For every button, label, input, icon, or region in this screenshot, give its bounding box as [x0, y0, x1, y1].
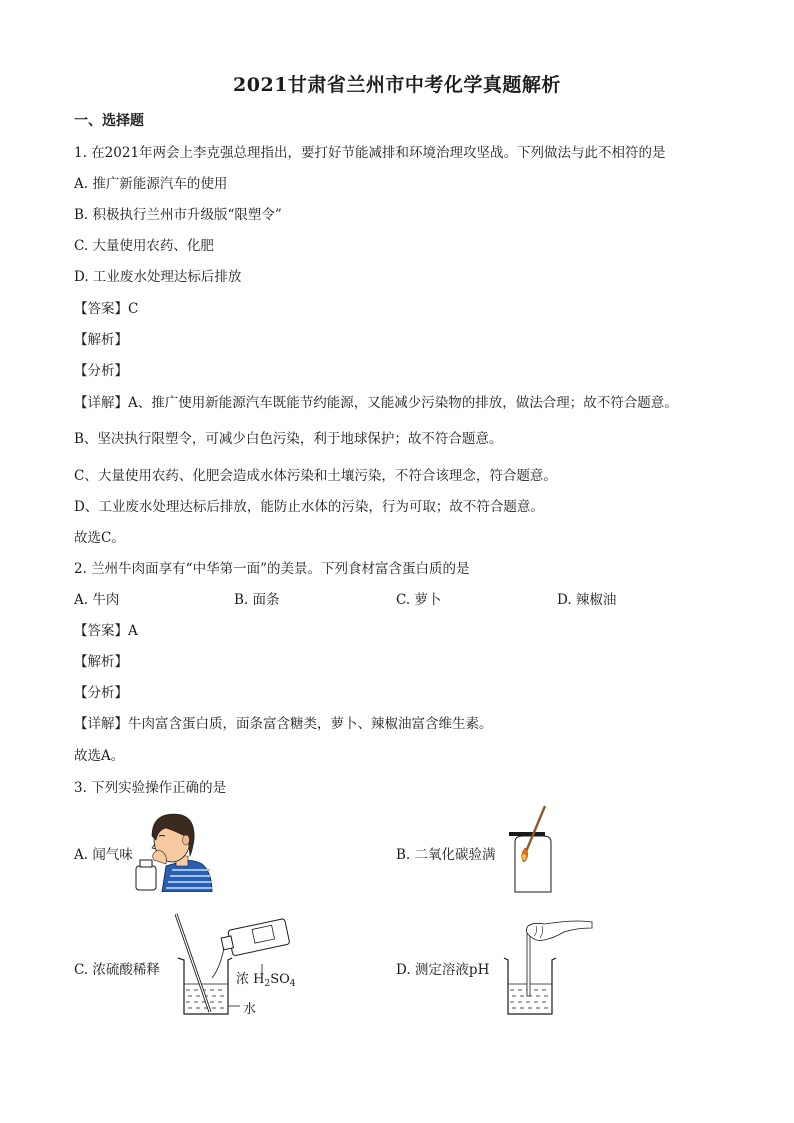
q2-answer: 【答案】A — [74, 623, 138, 639]
q2-option-b: B. 面条 — [234, 592, 280, 608]
co2-test-figure — [505, 804, 559, 896]
q1-stem: 1. 在2021年两会上李克强总理指出，要打好节能减排和环境治理攻坚战。下列做法与此不相符的是 — [74, 145, 666, 161]
q2-jiexi: 【解析】 — [74, 654, 128, 670]
q3-option-c-label: C. 浓硫酸稀释 — [74, 962, 160, 978]
q1-option-b: B. 积极执行兰州市升级版“限塑令” — [74, 207, 282, 223]
q3-option-d-label: D. 测定溶液pH — [396, 962, 490, 978]
q1-detail-b: B、坚决执行限塑令，可减少白色污染，利于地球保护；故不符合题意。 — [74, 431, 503, 447]
q2-option-d: D. 辣椒油 — [557, 592, 617, 608]
q1-detail-c: C、大量使用农药、化肥会造成水体污染和土壤污染，不符合该理念，符合题意。 — [74, 468, 557, 484]
q3-stem: 3. 下列实验操作正确的是 — [74, 780, 227, 796]
q3-option-b-label: B. 二氧化碳验满 — [396, 847, 496, 863]
water-label: 水 — [243, 1002, 257, 1017]
q1-detail-d: D、工业废水处理达标后排放，能防止水体的污染，行为可取；故不符合题意。 — [74, 499, 544, 515]
ph-test-figure — [500, 912, 600, 1020]
q2-option-c: C. 萝卜 — [396, 592, 442, 608]
q2-fenxi: 【分析】 — [74, 685, 128, 701]
acid-label: 浓 $H_2SO_4$ — [236, 972, 296, 989]
q1-jiexi: 【解析】 — [74, 332, 128, 348]
q1-answer: 【答案】C — [74, 301, 139, 317]
page-title: 2021甘肃省兰州市中考化学真题解析 — [233, 74, 561, 96]
q1-fenxi: 【分析】 — [74, 363, 128, 379]
q3-option-a-label: A. 闻气味 — [74, 847, 133, 863]
q2-detail: 【详解】牛肉富含蛋白质，面条富含糖类，萝卜、辣椒油富含维生素。 — [74, 716, 493, 732]
q1-detail-a: 【详解】A、推广使用新能源汽车既能节约能源，又能减少污染物的排放，做法合理；故不符合题意。 — [74, 395, 678, 411]
smell-operation-figure — [132, 806, 214, 892]
section-heading: 一、选择题 — [74, 113, 144, 129]
acid-dilution-figure — [170, 912, 310, 1020]
q1-option-a: A. 推广新能源汽车的使用 — [74, 176, 228, 192]
q2-stem: 2. 兰州牛肉面享有“中华第一面”的美景。下列食材富含蛋白质的是 — [74, 561, 470, 577]
q1-option-d: D. 工业废水处理达标后排放 — [74, 269, 242, 285]
q1-option-c: C. 大量使用农药、化肥 — [74, 238, 214, 254]
q1-choice: 故选C。 — [74, 530, 125, 546]
q2-option-a: A. 牛肉 — [74, 592, 120, 608]
q2-choice: 故选A。 — [74, 748, 125, 764]
